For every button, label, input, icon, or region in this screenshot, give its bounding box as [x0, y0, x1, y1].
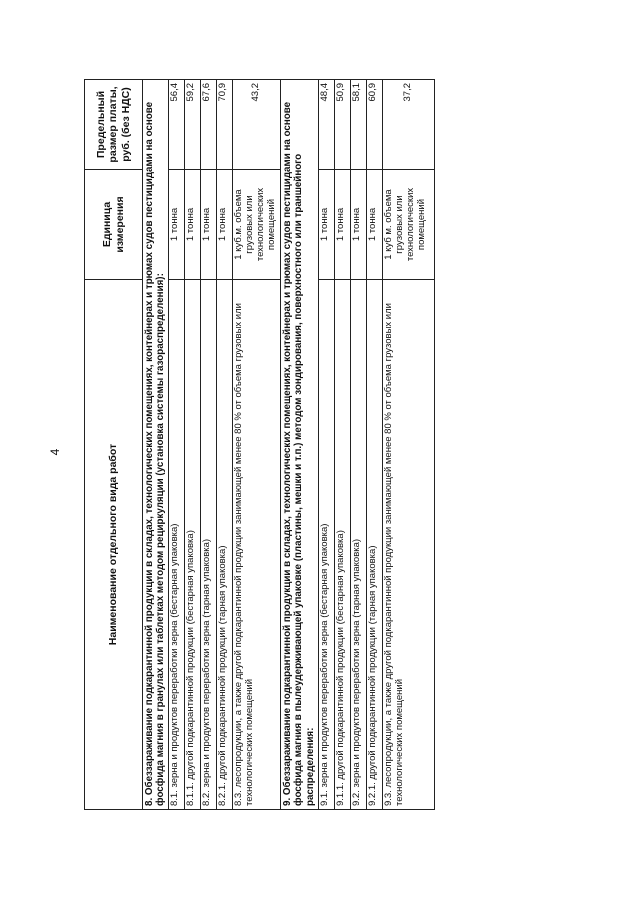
section-9-header-row: [281, 80, 319, 810]
table-row: [169, 80, 185, 810]
row-price: 37,2: [383, 80, 435, 170]
row-name: 8.1. зерна и продуктов переработки зерна (бестарная упаковка): [169, 280, 185, 810]
row-name: 9.1. зерна и продуктов переработки зерна (бестарная упаковка): [319, 280, 335, 810]
row-price: 67,6: [201, 80, 217, 170]
section-8-header-row: [143, 80, 169, 810]
row-price: 43,2: [233, 80, 281, 170]
row-name: 8.2. зерна и продуктов переработки зерна (тарная упаковка): [201, 280, 217, 810]
table-header-row: [85, 80, 143, 810]
table-row: [217, 80, 233, 810]
row-name: 9.3. лесопродукции, а также другой подкарантинной продукции занимающей менее 80 % от объема грузовых или технологических помещений: [383, 280, 435, 810]
row-unit: 1 тонна: [169, 170, 185, 280]
section-header: 9. Обеззараживание подкарантинной продукции в складах, технологических помещениях, контейнерах и трюмах судов пестицидами на основе фосфида магния в пылеудерживающей упаковке (пластины, мешки и т.п.) методом зондирования, поверхностного или траншейного распределения:: [281, 80, 319, 810]
table-row: [367, 80, 383, 810]
row-name: 9.2. зерна и продуктов переработки зерна (тарная упаковка): [351, 280, 367, 810]
rotated-table-wrapper: [84, 80, 427, 810]
page-number: 4: [48, 448, 62, 456]
section-header: 8. Обеззараживание подкарантинной продукции в складах, технологических помещениях, контейнерах и трюмах судов пестицидами на основе фосфида магния в гранулах или таблетках методом рециркуляции (установка системы газораспределения):: [143, 80, 169, 810]
row-unit: 1 куб м. объема грузовых или технологических помещений: [383, 170, 435, 280]
row-price: 59,2: [185, 80, 201, 170]
column-header-unit: Единица измерения: [85, 170, 143, 280]
row-price: 50,9: [335, 80, 351, 170]
row-unit: 1 тонна: [367, 170, 383, 280]
row-name: 9.2.1. другой подкарантинной продукции (тарная упаковка): [367, 280, 383, 810]
row-price: 56,4: [169, 80, 185, 170]
column-header-name: Наименование отдельного вида работ: [85, 280, 143, 810]
tariff-table: [84, 79, 435, 810]
row-unit: 1 тонна: [201, 170, 217, 280]
column-header-price: Предельный размер платы, руб. (без НДС): [85, 80, 143, 170]
table-row: [185, 80, 201, 810]
table-row: [201, 80, 217, 810]
table-row: [319, 80, 335, 810]
row-unit: 1 тонна: [217, 170, 233, 280]
row-unit: 1 тонна: [319, 170, 335, 280]
row-name: 8.1.1. другой подкарантинной продукции (бестарная упаковка): [185, 280, 201, 810]
row-name: 8.2.1. другой подкарантинной продукции (тарная упаковка): [217, 280, 233, 810]
row-price: 70,9: [217, 80, 233, 170]
row-unit: 1 тонна: [351, 170, 367, 280]
row-price: 48,4: [319, 80, 335, 170]
row-name: 8.3. лесопродукции, а также другой подкарантинной продукции занимающей менее 80 % от объема грузовых или технологических помещений: [233, 280, 281, 810]
table-row: [335, 80, 351, 810]
row-unit: 1 тонна: [335, 170, 351, 280]
table-row: [351, 80, 367, 810]
row-price: 60,9: [367, 80, 383, 170]
row-unit: 1 тонна: [185, 170, 201, 280]
table-row: [383, 80, 435, 810]
row-price: 58,1: [351, 80, 367, 170]
table-row: [233, 80, 281, 810]
row-unit: 1 куб.м. объема грузовых или технологических помещений: [233, 170, 281, 280]
row-name: 9.1.1. другой подкарантинной продукции (бестарная упаковка): [335, 280, 351, 810]
